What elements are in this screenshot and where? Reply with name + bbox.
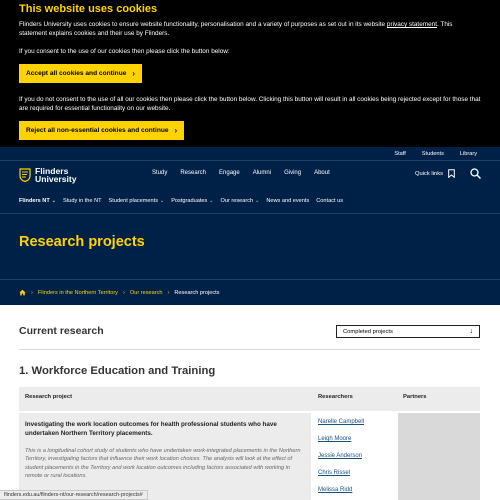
divider [19,349,480,350]
column-header: Researchers [318,394,353,400]
nav-about[interactable]: About [314,170,330,176]
chevron-down-icon: ⌄ [51,198,56,204]
utility-link-staff[interactable]: Staff [394,151,406,157]
cookie-paragraph-1: Flinders University uses cookies to ensure website functionality, personalisation and a variety of purposes as set out in its website privacy statement. This statement explains cookies and their use by Flinders. [19,21,453,37]
subnav-news-events[interactable]: News and events [266,198,310,204]
breadcrumb-link[interactable]: Our research [129,289,163,296]
subnav-our-research[interactable]: Our research ⌄ [220,198,260,204]
subnav-study-in-nt[interactable]: Study in the NT [62,198,102,204]
arrow-down-icon: ↓ [469,328,473,335]
breadcrumb-link[interactable]: Flinders in the Northern Territory [37,289,118,296]
table-header [19,387,480,411]
researcher-link[interactable]: Chris Rissel [318,470,351,476]
reject-cookies-button[interactable]: Reject all non-essential cookies and continue › [19,121,184,140]
quick-links-button[interactable]: Quick links [415,169,455,178]
chevron-down-icon: ⌄ [255,198,260,204]
cookie-paragraph-3: If you do not consent to the use of all our cookies then please click the button below. Clicking this button will result in all cookies being rejected except for those that are required for essential functionality on our website. [19,96,481,112]
nav-alumni[interactable]: Alumni [252,170,272,176]
main-nav [152,170,330,176]
privacy-statement-link[interactable]: privacy statement [386,21,437,28]
utility-link-library[interactable]: Library [459,151,477,157]
section-heading: 1. Workforce Education and Training [19,365,216,377]
status-bar-url: flinders.edu.au/flinders-nt/our-research/research-projects# [0,490,148,500]
table-cell-partners [398,413,480,500]
divider [0,279,500,280]
search-icon[interactable] [470,168,481,179]
chevron-right-icon: › [167,289,170,296]
project-description: This is a longitudinal cohort study of students who have undertaken work-integrated placements in the Northern Territory, investigating factors that influence their work location choices. The analysis will look at the effect of student placements in the Territory and work location outcomes including factors associated with working in remote or rural locations. [25,448,301,480]
table-cell-project [19,413,311,500]
nav-study[interactable]: Study [152,170,168,176]
researcher-link[interactable]: Narelle Campbell [318,419,365,425]
nav-research[interactable]: Research [180,170,207,176]
site-header [0,147,500,305]
chevron-down-icon: ⌄ [160,198,165,204]
column-header: Partners [403,394,427,400]
subnav-postgraduates[interactable]: Postgraduates ⌄ [171,198,214,204]
bookmark-icon [448,169,455,178]
utility-link-students[interactable]: Students [421,151,444,157]
home-icon[interactable] [19,289,26,296]
chevron-right-icon: › [174,126,178,135]
nav-engage[interactable]: Engage [219,170,240,176]
column-header: Research project [25,394,73,400]
logo-mark-icon [19,168,31,182]
nav-giving[interactable]: Giving [284,170,302,176]
page-title: Research projects [19,234,145,250]
accept-cookies-button[interactable]: Accept all cookies and continue › [19,64,142,83]
divider [0,160,500,161]
breadcrumb [19,289,219,296]
subnav-flinders-nt[interactable]: Flinders NT ⌄ [19,198,56,204]
table-cell-researchers [312,413,397,500]
subnav-contact-us[interactable]: Contact us [316,198,344,204]
section-nav [19,198,343,204]
breadcrumb-current: Research projects [174,289,220,296]
utility-nav [394,151,477,157]
researcher-link[interactable]: Leigh Moore [318,436,352,442]
project-title: Investigating the work location outcomes for health professional students who have undertaken Northern Territory placements. [25,421,277,437]
researcher-link[interactable]: Jessie Anderson [318,453,363,459]
cookie-banner [0,0,500,147]
current-research-heading: Current research [19,325,104,337]
divider [0,213,500,214]
chevron-right-icon: › [31,289,33,296]
cookie-paragraph-2: If you consent to the use of our cookies then please click the button below: [19,48,230,55]
cookie-title: This website uses cookies [19,3,158,15]
subnav-student-placements[interactable]: Student placements ⌄ [108,198,165,204]
researcher-link[interactable]: Melissa Ridd [318,487,353,493]
chevron-right-icon: › [122,289,125,296]
chevron-down-icon: ⌄ [209,198,214,204]
project-filter-select[interactable]: Completed projects ↓ [336,325,480,338]
chevron-right-icon: › [132,69,136,78]
flinders-logo[interactable]: Flinders University [19,167,77,183]
